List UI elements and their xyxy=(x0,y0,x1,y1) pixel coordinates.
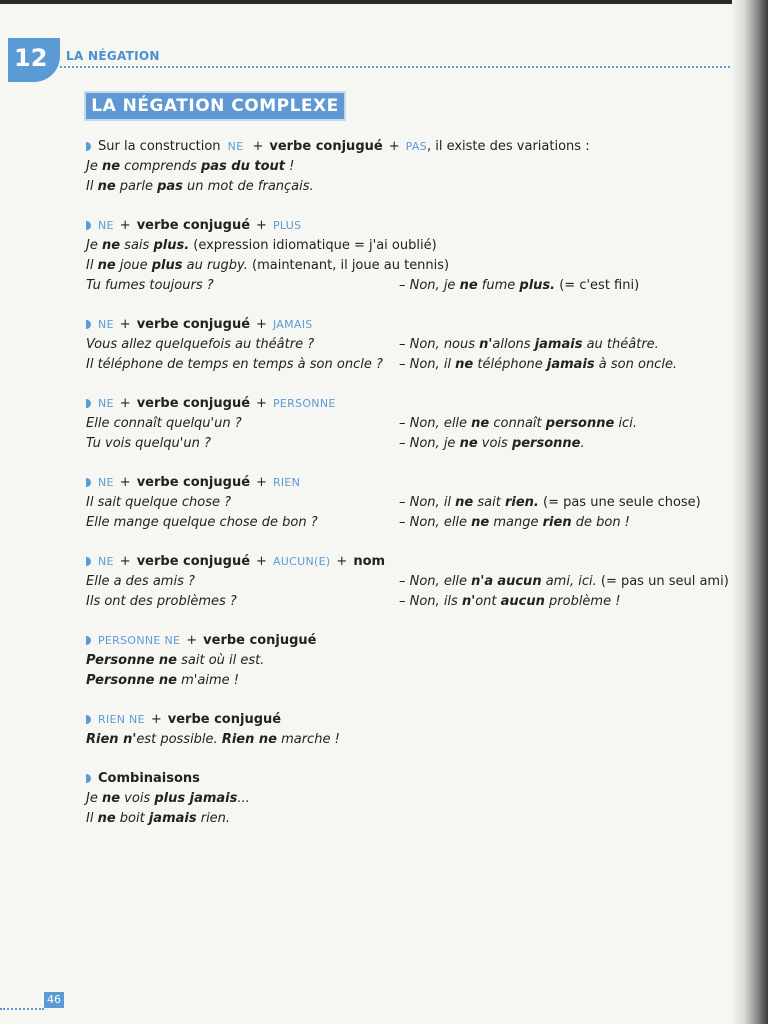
keyword: NE xyxy=(98,318,114,331)
keyword: PLUS xyxy=(272,219,302,232)
question: Vous allez quelquefois au théâtre ? xyxy=(86,337,315,352)
question: Tu fumes toujours ? xyxy=(86,278,214,293)
answer: – Non, il ne téléphone jamais à son oncle. xyxy=(399,357,678,372)
example-line xyxy=(86,572,729,592)
keyword: PERSONNE xyxy=(272,397,336,410)
keyword: NE xyxy=(98,555,114,568)
bullet-icon xyxy=(86,636,91,645)
chapter-number-badge: 12 xyxy=(8,38,60,82)
example-line: Rien n'est possible. Rien ne marche ! xyxy=(86,732,340,747)
answer: – Non, ils n'ont aucun problème ! xyxy=(399,594,621,609)
footer-dotted-rule xyxy=(0,1008,44,1010)
keyword: NE xyxy=(98,219,114,232)
example-line: Personne ne m'aime ! xyxy=(86,673,239,688)
rule-line: RIEN NE + verbe conjugué xyxy=(86,710,726,730)
question: Il téléphone de temps en temps à son oncle ? xyxy=(86,357,383,372)
bullet-icon xyxy=(86,774,91,783)
bullet-icon xyxy=(86,320,91,329)
rule-block-personne-ne xyxy=(86,631,726,691)
answer: – Non, elle ne mange rien de bon ! xyxy=(399,515,630,530)
bullet-icon xyxy=(86,399,91,408)
answer: – Non, je ne fume plus. (= c'est fini) xyxy=(399,278,640,293)
question: Tu vois quelqu'un ? xyxy=(86,436,211,451)
book-spine-shadow xyxy=(732,0,768,1024)
page-number: 46 xyxy=(44,992,64,1008)
top-edge xyxy=(0,0,768,4)
bullet-icon xyxy=(86,221,91,230)
example-line: Il ne boit jamais rien. xyxy=(86,811,231,826)
rule-line: NE + verbe conjugué + PERSONNE xyxy=(86,394,726,414)
bullet-icon xyxy=(86,142,91,151)
answer: – Non, nous n'allons jamais au théâtre. xyxy=(399,337,659,352)
lesson-content xyxy=(86,137,729,848)
rule-block-personne xyxy=(86,394,726,454)
keyword: PAS xyxy=(405,140,427,153)
rule-line: NE + verbe conjugué + PLUS xyxy=(86,216,726,236)
question: Ils ont des problèmes ? xyxy=(86,594,237,609)
answer: – Non, il ne sait rien. (= pas une seule chose) xyxy=(399,495,701,510)
rule-line: Sur la construction NE + verbe conjugué + PAS, il existe des variations : xyxy=(86,137,726,157)
header-dotted-rule xyxy=(60,66,730,68)
answer: – Non, elle n'a aucun ami, ici. (= pas un seul ami) xyxy=(399,574,729,589)
example-line xyxy=(86,355,726,375)
rule-line: PERSONNE NE + verbe conjugué xyxy=(86,631,726,651)
example-line xyxy=(86,493,726,513)
keyword: RIEN xyxy=(272,476,301,489)
example-line: Il ne parle pas un mot de français. xyxy=(86,179,314,194)
keyword: NE xyxy=(227,140,244,153)
section-title: LA NÉGATION COMPLEXE xyxy=(86,93,344,119)
rule-block-rien-ne xyxy=(86,710,726,750)
example-line: Je ne vois plus jamais... xyxy=(86,791,250,806)
example-line: Il ne joue plus au rugby. (maintenant, il joue au tennis) xyxy=(86,258,450,273)
keyword: JAMAIS xyxy=(272,318,313,331)
rule-line: NE + verbe conjugué + JAMAIS xyxy=(86,315,726,335)
keyword: AUCUN(E) xyxy=(272,555,331,568)
example-line xyxy=(86,414,726,434)
example-line xyxy=(86,276,726,296)
keyword: NE xyxy=(98,476,114,489)
rule-block-combinaisons xyxy=(86,769,726,829)
question: Elle a des amis ? xyxy=(86,574,195,589)
keyword: RIEN NE xyxy=(98,713,145,726)
example-line xyxy=(86,513,726,533)
question: Il sait quelque chose ? xyxy=(86,495,232,510)
rule-block-plus xyxy=(86,216,726,296)
question: Elle mange quelque chose de bon ? xyxy=(86,515,318,530)
chapter-title: LA NÉGATION xyxy=(66,49,160,63)
question: Elle connaît quelqu'un ? xyxy=(86,416,242,431)
example-line xyxy=(86,335,726,355)
answer: – Non, je ne vois personne. xyxy=(399,436,585,451)
rule-line: NE + verbe conjugué + RIEN xyxy=(86,473,726,493)
keyword: PERSONNE NE xyxy=(98,634,181,647)
bullet-icon xyxy=(86,715,91,724)
bullet-icon xyxy=(86,557,91,566)
rule-block-rien xyxy=(86,473,726,533)
rule-line: NE + verbe conjugué + AUCUN(E) + nom xyxy=(86,552,726,572)
bullet-icon xyxy=(86,478,91,487)
example-line: Personne ne sait où il est. xyxy=(86,653,265,668)
example-line: Je ne comprends pas du tout ! xyxy=(86,159,295,174)
keyword: NE xyxy=(98,397,114,410)
answer: – Non, elle ne connaît personne ici. xyxy=(399,416,637,431)
example-line xyxy=(86,592,726,612)
rule-block-aucun xyxy=(86,552,729,612)
example-line xyxy=(86,434,726,454)
rule-line: Combinaisons xyxy=(86,769,726,789)
example-line: Je ne sais plus. (expression idiomatique = j'ai oublié) xyxy=(86,238,437,253)
rule-block-pas xyxy=(86,137,726,197)
rule-block-jamais xyxy=(86,315,726,375)
